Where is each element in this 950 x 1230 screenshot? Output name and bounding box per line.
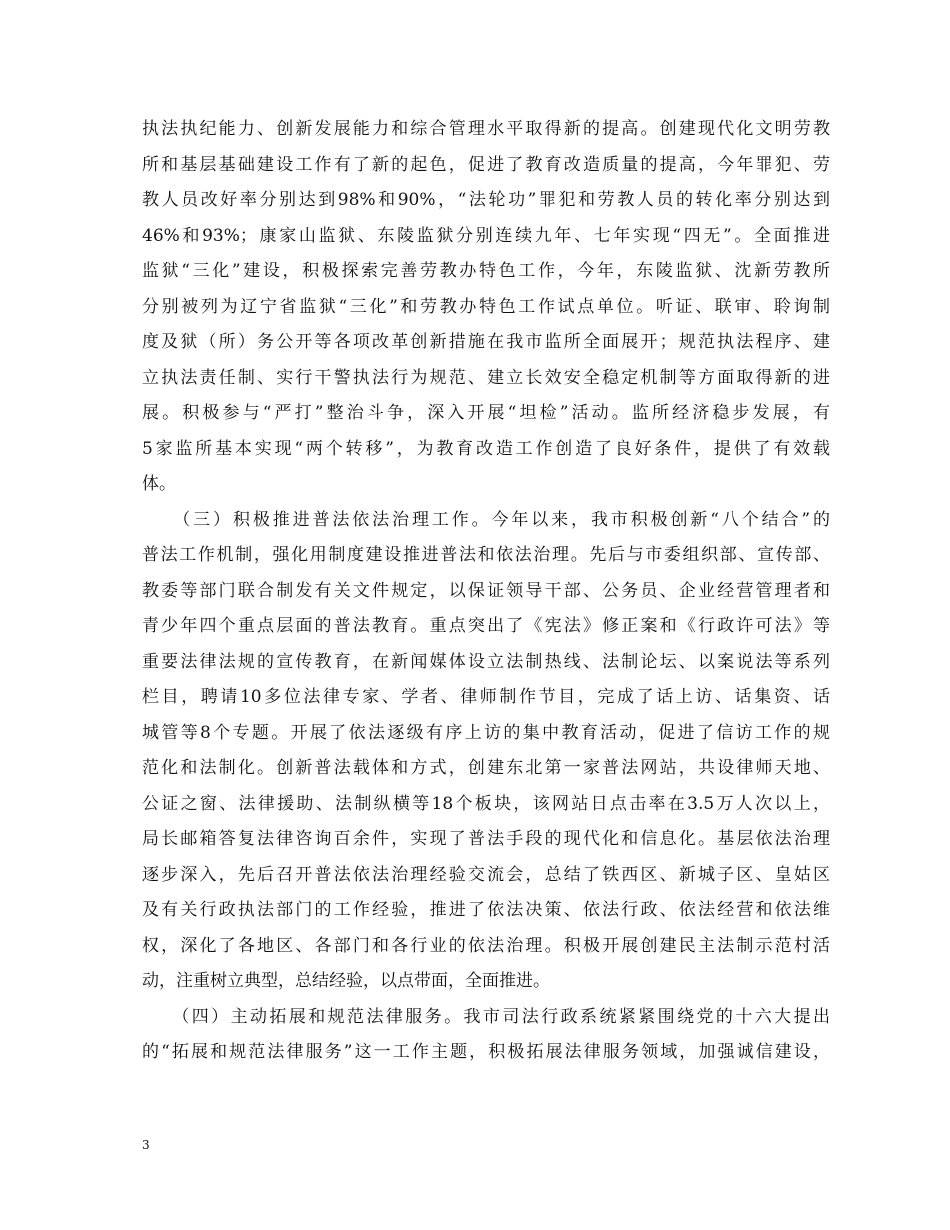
text-line: 教委等部门联合制发有关文件规定，以保证领导干部、公务员、企业经营管理者和 xyxy=(142,580,830,601)
text-line: 普法工作机制，强化用制度建设推进普法和依法治理。先后与市委组织部、宣传部、 xyxy=(142,545,830,565)
text-line: 的“拓展和规范法律服务”这一工作主题，积极拓展法律服务领域，加强诚信建设， xyxy=(142,1042,830,1062)
text-line: 度及狱（所）务公开等各项改革创新措施在我市监所全面展开；规范执法程序、建 xyxy=(142,332,830,352)
text-line: 权，深化了各地区、各部门和各行业的依法治理。积极开展创建民主法制示范村活 xyxy=(142,935,830,956)
text-line: 公证之窗、法律援助、法制纵横等18个板块，该网站日点击率在3.5万人次以上， xyxy=(142,793,830,814)
text-line: 青少年四个重点层面的普法教育。重点突出了《宪法》修正案和《行政许可法》等 xyxy=(142,616,830,636)
text-line: （四）主动拓展和规范法律服务。我市司法行政系统紧紧围绕党的十六大提出 xyxy=(142,1006,830,1027)
text-line: 动，注重树立典型，总结经验，以点带面，全面推进。 xyxy=(142,971,550,991)
text-line: 范化和法制化。创新普法载体和方式，创建东北第一家普法网站，共设律师天地、 xyxy=(142,758,830,778)
text-line: 及有关行政执法部门的工作经验，推进了依法决策、依法行政、依法经营和依法维 xyxy=(142,900,830,920)
text-line: 监狱“三化”建设，积极探索完善劳教办特色工作，今年，东陵监狱、沈新劳教所 xyxy=(142,261,830,281)
text-line: 栏目，聘请10多位法律专家、学者、律师制作节目，完成了话上访、话集资、话 xyxy=(142,687,830,707)
text-line: 立执法责任制、实行干警执法行为规范、建立长效安全稳定机制等方面取得新的进 xyxy=(142,367,830,388)
text-line: （三）积极推进普法依法治理工作。今年以来，我市积极创新“八个结合”的 xyxy=(142,509,830,530)
text-line: 重要法律法规的宣传教育，在新闻媒体设立法制热线、法制论坛、以案说法等系列 xyxy=(142,651,830,672)
text-line: 展。积极参与“严打”整治斗争，深入开展“坦检”活动。监所经济稳步发展，有 xyxy=(142,403,830,423)
text-line: 46%和93%；康家山监狱、东陵监狱分别连续九年、七年实现“四无”。全面推进 xyxy=(142,225,830,246)
text-line: 逐步深入，先后召开普法依法治理经验交流会，总结了铁西区、新城子区、皇姑区 xyxy=(142,864,830,885)
text-line: 5家监所基本实现“两个转移”，为教育改造工作创造了良好条件，提供了有效载 xyxy=(142,438,830,459)
text-line: 体。 xyxy=(142,474,176,494)
text-line: 所和基层基础建设工作有了新的起色，促进了教育改造质量的提高，今年罪犯、劳 xyxy=(142,154,830,175)
page-number: 3 xyxy=(142,1138,150,1152)
text-line: 执法执纪能力、创新发展能力和综合管理水平取得新的提高。创建现代化文明劳教 xyxy=(142,119,830,139)
text-line: 局长邮箱答复法律咨询百余件，实现了普法手段的现代化和信息化。基层依法治理 xyxy=(142,829,830,849)
document-body xyxy=(142,112,830,1071)
text-line: 分别被列为辽宁省监狱“三化”和劳教办特色工作试点单位。听证、联审、聆询制 xyxy=(142,296,830,317)
text-line: 教人员改好率分别达到98%和90%，“法轮功”罪犯和劳教人员的转化率分别达到 xyxy=(142,190,830,210)
text-line: 城管等8个专题。开展了依法逐级有序上访的集中教育活动，促进了信访工作的规 xyxy=(142,722,830,743)
